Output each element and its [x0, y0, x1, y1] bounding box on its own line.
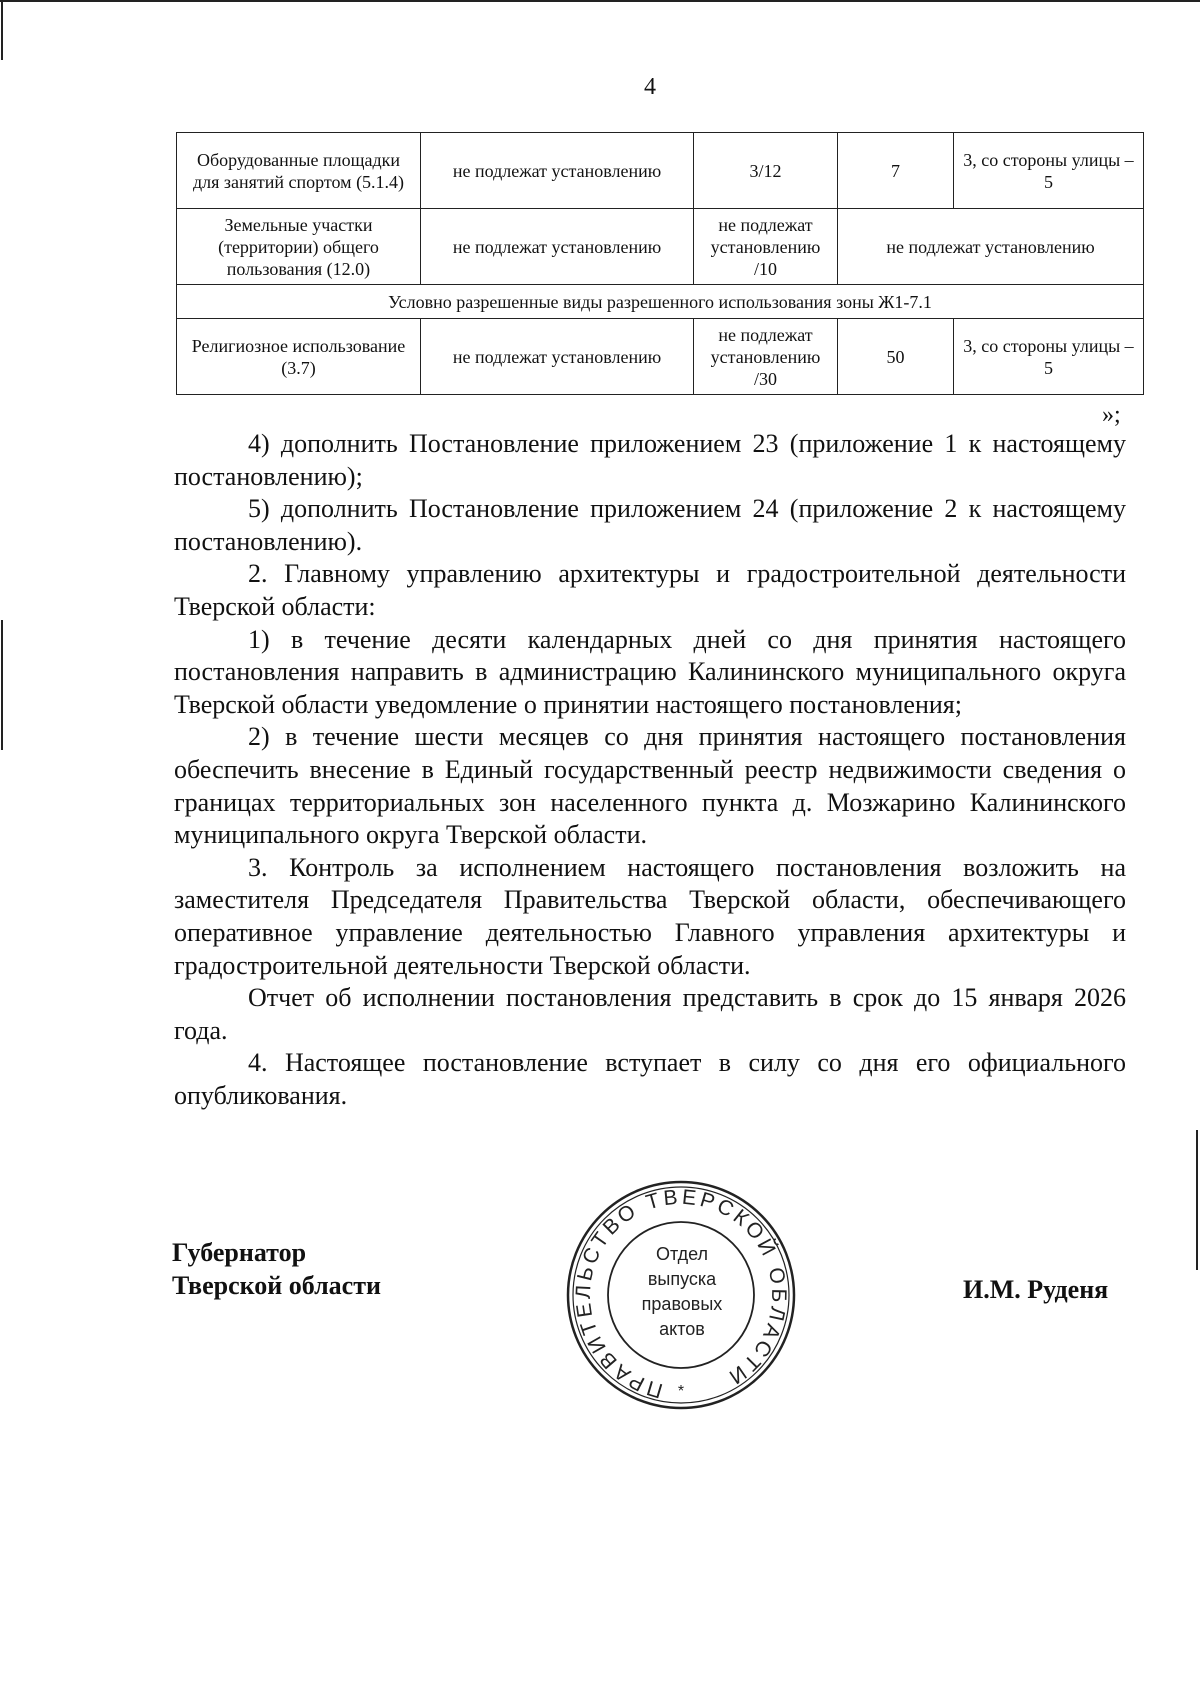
table-cell: 3/12 [694, 133, 838, 209]
seal-star-icon: * [677, 1383, 685, 1400]
table-section-heading: Условно разрешенные виды разрешенного использования зоны Ж1-7.1 [177, 285, 1144, 319]
seal-center-line: Отдел [655, 1244, 709, 1264]
table-row [177, 209, 1144, 285]
signatory-position-line: Губернатор [172, 1238, 307, 1267]
zones-table [176, 132, 1144, 395]
document-body [174, 428, 1126, 1112]
paragraph: 3. Контроль за исполнением настоящего постановления возложить на заместителя Председателя Правительства Тверской области, обеспечивающего оперативное управление деятельностью Главного управления архитектуры и градостроительной деятельности Тверской области. [174, 852, 1126, 980]
table-cell: Религиозное использование (3.7) [177, 319, 421, 395]
page-number: 4 [644, 74, 656, 100]
seal-center-line: выпуска [647, 1269, 717, 1289]
frame-top-line [0, 0, 1200, 2]
signatory-position [172, 1236, 381, 1302]
paragraph: 5) дополнить Постановление приложением 24 (приложение 2 к настоящему постановлению). [174, 494, 1126, 556]
paragraph: 4) дополнить Постановление приложением 23 (приложение 1 к настоящему постановлению); [174, 429, 1126, 491]
seal-ring-text: ПРАВИТЕЛЬСТВО ТВЕРСКОЙ ОБЛАСТИ [571, 1185, 791, 1403]
frame-left-line [1, 0, 3, 60]
table-row [177, 133, 1144, 209]
table-section-row [177, 285, 1144, 319]
table-cell: Оборудованные площадки для занятий спортом (5.1.4) [177, 133, 421, 209]
table-cell: 3, со стороны улицы – 5 [954, 319, 1144, 395]
table-cell: не подлежат установлению /30 [694, 319, 838, 395]
table-cell: Земельные участки (территории) общего пользования (12.0) [177, 209, 421, 285]
seal-center-text [630, 1242, 734, 1342]
frame-right-line [1196, 1130, 1198, 1270]
table-cell: не подлежат установлению [421, 319, 694, 395]
table-cell: не подлежат установлению [421, 133, 694, 209]
paragraph: 1) в течение десяти календарных дней со дня принятия настоящего постановления направить в администрацию Калининского муниципального округа Тверской области уведомление о принятии настоящего постановления; [174, 624, 1126, 719]
table-row [177, 319, 1144, 395]
paragraph: 2) в течение шести месяцев со дня принятия настоящего постановления обеспечить внесение в Единый государственный реестр недвижимости сведения о границах территориальных зон населенного пункта д. Мозжарино Калининского муниципального округа Тверской области. [174, 722, 1126, 850]
table-cell: 3, со стороны улицы – 5 [954, 133, 1144, 209]
paragraph: Отчет об исполнении постановления представить в срок до 15 января 2026 года. [174, 983, 1126, 1045]
table-cell: не подлежат установлению [421, 209, 694, 285]
table-cell: не подлежат установлению /10 [694, 209, 838, 285]
seal-center-line: правовых [641, 1294, 723, 1314]
table-cell: 50 [838, 319, 954, 395]
signatory-name: И.М. Руденя [963, 1275, 1109, 1304]
signatory-position-line: Тверской области [172, 1271, 381, 1300]
paragraph: 4. Настоящее постановление вступает в силу со дня его официального опубликования. [174, 1048, 1126, 1110]
paragraph: 2. Главному управлению архитектуры и градостроительной деятельности Тверской области: [174, 559, 1126, 621]
table-cell-merged: не подлежат установлению [838, 209, 1144, 285]
frame-left-line-lower [1, 620, 3, 750]
table-cell: 7 [838, 133, 954, 209]
closing-quote: »; [1102, 402, 1121, 428]
seal-center-line: актов [659, 1319, 705, 1339]
